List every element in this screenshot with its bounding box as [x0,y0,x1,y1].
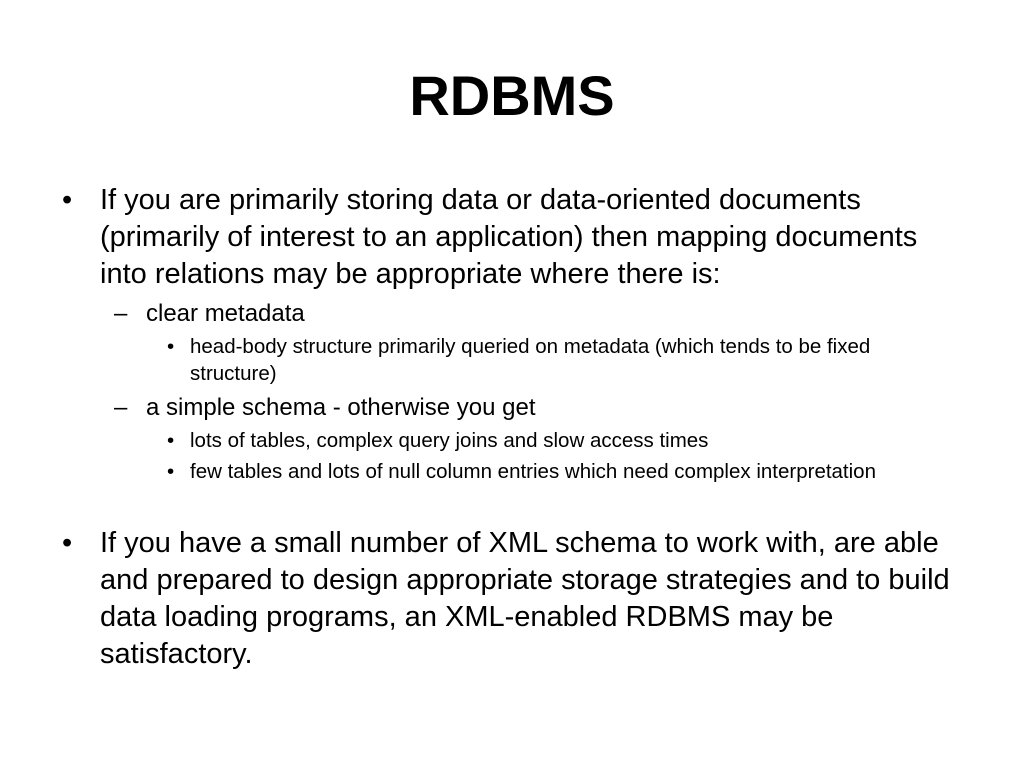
sub-sub-bullet-item [0,427,1024,454]
bullet-marker: • [167,429,175,452]
sub-sub-bullet-text: lots of tables, complex query joins and slow access times [190,429,709,452]
sub-sub-bullet-text: head-body structure primarily queried on metadata (which tends to be fixed structure) [190,335,871,385]
bullet-marker: • [62,527,73,559]
sub-sub-bullet-text: few tables and lots of null column entries which need complex interpretation [190,460,876,483]
dash-marker: – [114,394,128,421]
bullet-marker: • [167,335,175,358]
bullet-text: If you are primarily storing data or data-oriented documents (primarily of interest to an application) then mapping documents into relations may be appropriate where there is: [100,184,918,290]
bullet-marker: • [62,184,73,216]
bullet-marker: • [167,460,175,483]
sub-bullet-item [0,393,1024,423]
slide-title: RDBMS [409,64,615,127]
sub-bullet-item [0,299,1024,329]
bullet-text: If you have a small number of XML schema to work with, are able and prepared to design appropriate storage strategies and to build data loading programs, an XML-enabled RDBMS may be satisfactory. [100,527,950,670]
dash-marker: – [114,300,128,327]
sub-bullet-text: clear metadata [146,300,305,327]
bullet-item [0,525,1024,673]
sub-sub-bullet-item [0,333,1024,387]
sub-sub-bullet-item [0,458,1024,485]
slide-body [0,182,1024,673]
sub-bullet-text: a simple schema - otherwise you get [146,394,536,421]
bullet-item [0,182,1024,293]
